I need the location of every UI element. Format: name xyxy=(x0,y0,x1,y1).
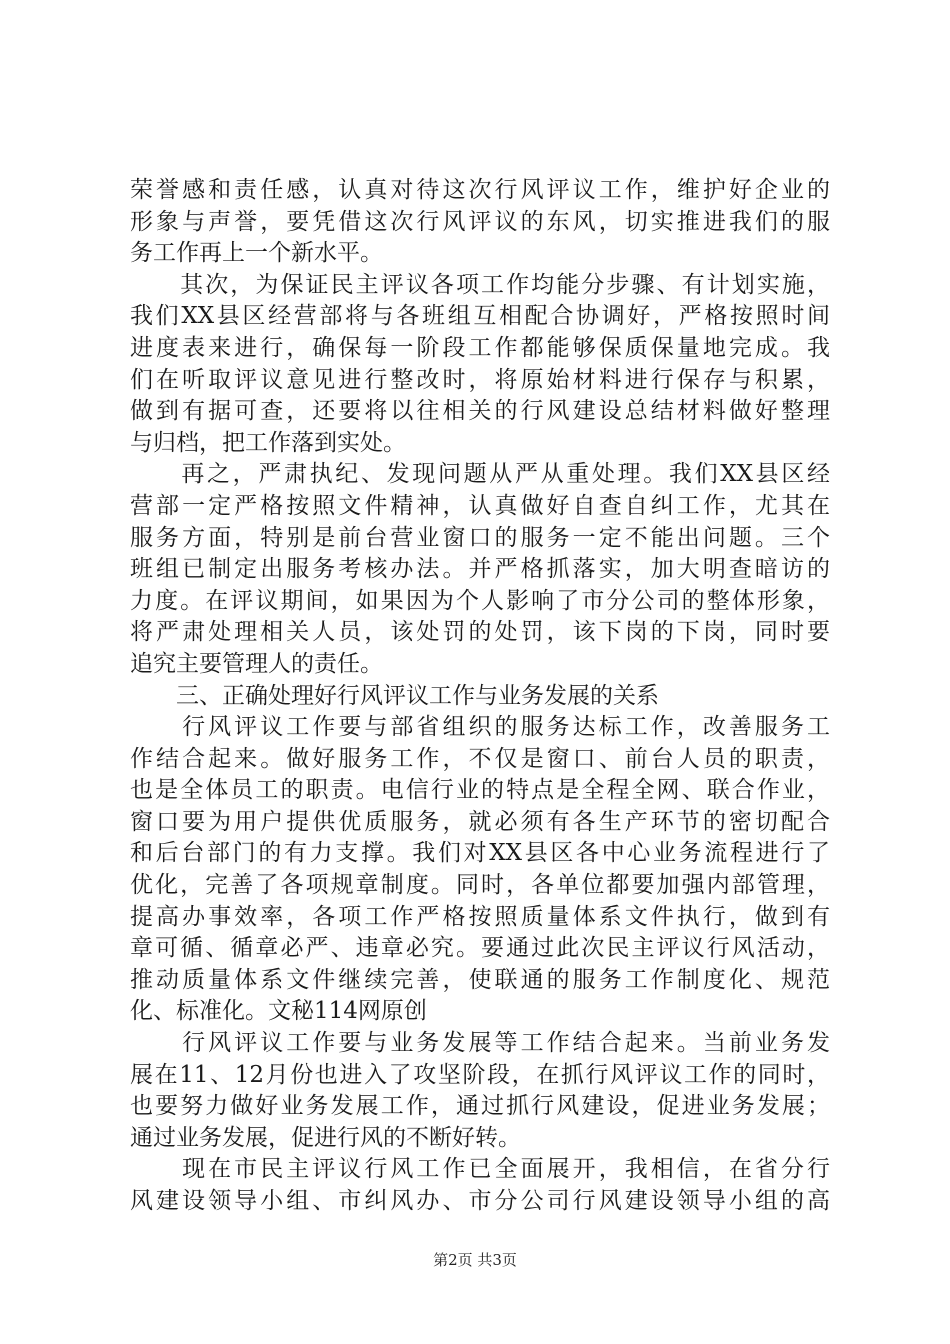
text-line: 也是全体员工的职责。电信行业的特点是全程全网、联合作业， xyxy=(130,777,830,804)
text-line: 也要努力做好业务发展工作，通过抓行风建设，促进业务发展； xyxy=(130,1093,830,1120)
text-line: 将严肃处理相关人员，该处罚的处罚，该下岗的下岗，同时要 xyxy=(130,619,830,646)
text-line: 力度。在评议期间，如果因为个人影响了市分公司的整体形象， xyxy=(130,587,830,614)
text-line: 其次，为保证民主评议各项工作均能分步骤、有计划实施， xyxy=(130,271,830,298)
text-line: 风建设领导小组、市纠风办、市分公司行风建设领导小组的高 xyxy=(130,1188,830,1214)
page-number: 第2页 共3页 xyxy=(433,1251,517,1269)
text-line: 进度表来进行，确保每一阶段工作都能够保质保量地完成。我 xyxy=(130,334,830,361)
text-line: 营部一定严格按照文件精神，认真做好自查自纠工作，尤其在 xyxy=(130,492,830,519)
text-line: 们在听取评议意见进行整改时，将原始材料进行保存与积累， xyxy=(130,366,830,393)
text-line: 提高办事效率，各项工作严格按照质量体系文件执行，做到有 xyxy=(130,903,830,930)
text-line: 追究主要管理人的责任。 xyxy=(130,650,383,677)
text-line: 荣誉感和责任感，认真对待这次行风评议工作，维护好企业的 xyxy=(130,177,830,203)
text-line: 做到有据可查，还要将以往相关的行风建设总结材料做好整理 xyxy=(130,398,830,425)
document-body xyxy=(130,175,830,1218)
text-line: 与归档，把工作落到实处。 xyxy=(130,429,406,456)
text-line: 班组已制定出服务考核办法。并严格抓落实，加大明查暗访的 xyxy=(130,556,830,583)
text-line: 通过业务发展，促进行风的不断好转。 xyxy=(130,1124,521,1151)
text-line: 行风评议工作要与业务发展等工作结合起来。当前业务发 xyxy=(130,1030,830,1057)
text-line: 务工作再上一个新水平。 xyxy=(130,240,383,267)
text-line: 现在市民主评议行风工作已全面展开，我相信，在省分行 xyxy=(130,1156,830,1183)
text-line: 推动质量体系文件继续完善，使联通的服务工作制度化、规范 xyxy=(130,966,830,993)
text-line: 窗口要为用户提供优质服务，就必须有各生产环节的密切配合 xyxy=(130,808,830,835)
text-line: 化、标准化。文秘114网原创 xyxy=(130,998,427,1025)
text-line: 形象与声誉，要凭借这次行风评议的东风，切实推进我们的服 xyxy=(130,208,830,235)
text-line: 展在11、12月份也进入了攻坚阶段，在抓行风评议工作的同时， xyxy=(130,1061,830,1088)
text-line: 章可循、循章必严、违章必究。要通过此次民主评议行风活动， xyxy=(130,935,830,962)
text-line: 行风评议工作要与部省组织的服务达标工作，改善服务工 xyxy=(130,714,830,741)
text-line: 再之，严肃执纪、发现问题从严从重处理。我们XX县区经 xyxy=(130,461,830,488)
text-line: 服务方面，特别是前台营业窗口的服务一定不能出问题。三个 xyxy=(130,524,830,551)
text-line: 和后台部门的有力支撑。我们对XX县区各中心业务流程进行了 xyxy=(130,840,830,867)
page-footer xyxy=(0,1249,950,1270)
text-line: 我们XX县区经营部将与各班组互相配合协调好，严格按照时间 xyxy=(130,303,830,330)
text-line: 作结合起来。做好服务工作，不仅是窗口、前台人员的职责， xyxy=(130,745,830,772)
text-line: 优化，完善了各项规章制度。同时，各单位都要加强内部管理， xyxy=(130,872,830,899)
text-line: 三、正确处理好行风评议工作与业务发展的关系 xyxy=(130,682,659,709)
